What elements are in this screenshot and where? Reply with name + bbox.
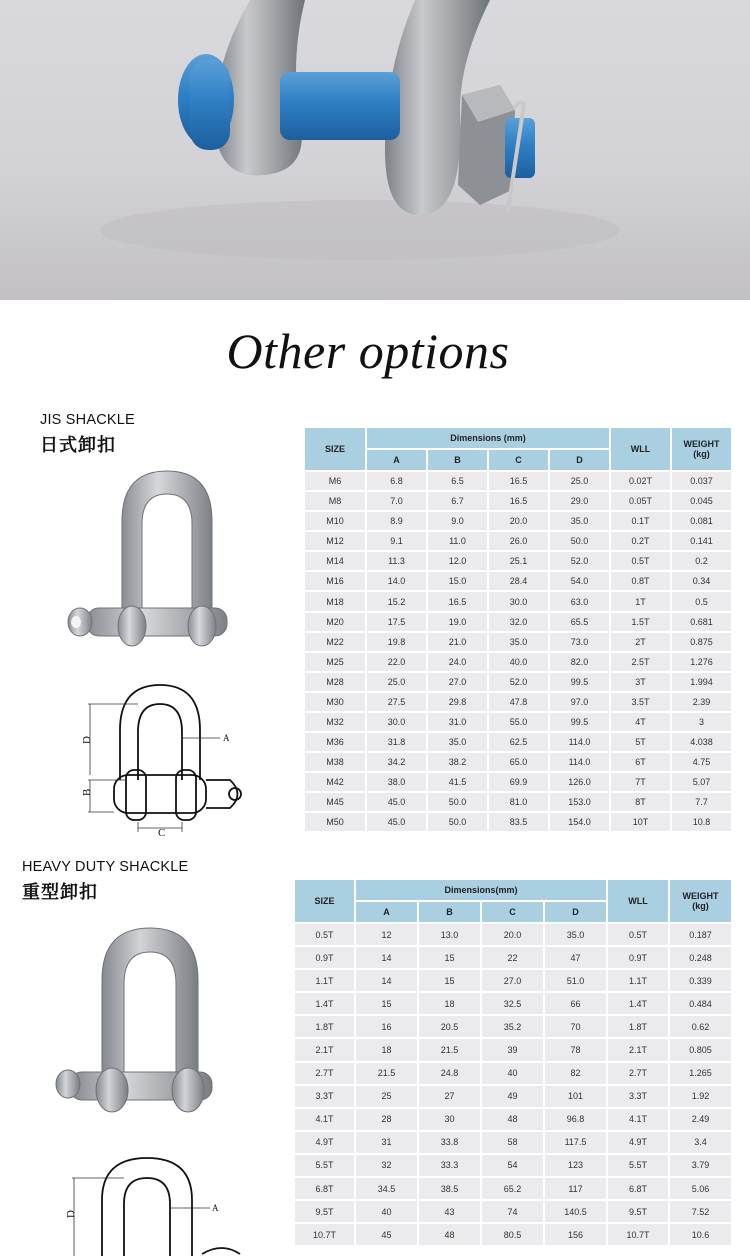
- cell-wll: 0.5T: [608, 924, 668, 945]
- table-row: [295, 924, 731, 945]
- weight-label: WEIGHT: [683, 438, 720, 449]
- col-dimensions-header: Dimensions(mm): [356, 880, 606, 900]
- cell-c: 20.0: [489, 512, 548, 530]
- cell-c: 65.0: [489, 753, 548, 771]
- jis-table-body: [305, 472, 731, 831]
- cell-wll: 2.1T: [608, 1039, 668, 1060]
- cell-size: 1.1T: [295, 970, 354, 991]
- cell-a: 45: [356, 1224, 417, 1245]
- cell-size: M45: [305, 793, 365, 811]
- cell-d: 63.0: [550, 592, 609, 610]
- cell-b: 38.5: [419, 1178, 480, 1199]
- cell-d: 99.5: [550, 713, 609, 731]
- cell-a: 25: [356, 1086, 417, 1107]
- cell-c: 16.5: [489, 472, 548, 490]
- cell-a: 11.3: [367, 552, 426, 570]
- cell-c: 62.5: [489, 733, 548, 751]
- cell-weight: 7.52: [670, 1201, 731, 1222]
- cell-size: M8: [305, 492, 365, 510]
- heavy-duty-shackle-photo: [50, 922, 230, 1122]
- cell-weight: 2.39: [672, 693, 731, 711]
- cell-a: 22.0: [367, 653, 426, 671]
- drawing-label-d-heavy: D: [65, 1210, 77, 1218]
- cell-wll: 8T: [611, 793, 670, 811]
- cell-weight: 4.75: [672, 753, 731, 771]
- cell-d: 65.5: [550, 613, 609, 631]
- cell-c: 40.0: [489, 653, 548, 671]
- cell-a: 32: [356, 1155, 417, 1176]
- drawing-label-c: C: [158, 827, 166, 839]
- other-options-heading: Other options: [226, 323, 510, 379]
- cell-wll: 4.1T: [608, 1109, 668, 1130]
- col-d-header: D: [550, 450, 609, 470]
- cell-d: 123: [545, 1155, 606, 1176]
- cell-weight: 3.79: [670, 1155, 731, 1176]
- col-c-header: C: [482, 902, 543, 922]
- cell-wll: 9.5T: [608, 1201, 668, 1222]
- cell-wll: 4T: [611, 713, 670, 731]
- cell-b: 50.0: [428, 813, 487, 831]
- cell-d: 114.0: [550, 733, 609, 751]
- weight-label: WEIGHT: [682, 890, 719, 901]
- cell-c: 54: [482, 1155, 543, 1176]
- col-b-header: B: [419, 902, 480, 922]
- cell-a: 14.0: [367, 572, 426, 590]
- cell-wll: 5.5T: [608, 1155, 668, 1176]
- cell-b: 30: [419, 1109, 480, 1130]
- cell-size: M16: [305, 572, 365, 590]
- col-a-header: A: [367, 450, 426, 470]
- cell-size: 0.9T: [295, 947, 354, 968]
- cell-d: 54.0: [550, 572, 609, 590]
- cell-d: 51.0: [545, 970, 606, 991]
- cell-a: 19.8: [367, 633, 426, 651]
- table-row: [295, 1016, 731, 1037]
- table-row: [295, 970, 731, 991]
- cell-d: 29.0: [550, 492, 609, 510]
- cell-c: 35.2: [482, 1016, 543, 1037]
- cell-wll: 10T: [611, 813, 670, 831]
- table-row: [305, 592, 731, 610]
- cell-size: 1.8T: [295, 1016, 354, 1037]
- table-row: [305, 613, 731, 631]
- drawing-label-a: A: [223, 733, 230, 743]
- cell-d: 153.0: [550, 793, 609, 811]
- cell-wll: 1.8T: [608, 1016, 668, 1037]
- cell-d: 140.5: [545, 1201, 606, 1222]
- col-b-header: B: [428, 450, 487, 470]
- cell-wll: 3T: [611, 673, 670, 691]
- cell-a: 12: [356, 924, 417, 945]
- cell-wll: 3.3T: [608, 1086, 668, 1107]
- cell-a: 40: [356, 1201, 417, 1222]
- cell-size: M6: [305, 472, 365, 490]
- cell-weight: 5.07: [672, 773, 731, 791]
- cell-b: 24.8: [419, 1063, 480, 1084]
- cell-weight: 0.5: [672, 592, 731, 610]
- table-row: [295, 1132, 731, 1153]
- cell-b: 20.5: [419, 1016, 480, 1037]
- table-row: [305, 532, 731, 550]
- cell-b: 43: [419, 1201, 480, 1222]
- cell-c: 25.1: [489, 552, 548, 570]
- cell-wll: 10.7T: [608, 1224, 668, 1245]
- drawing-label-d: D: [81, 736, 93, 744]
- cell-a: 21.5: [356, 1063, 417, 1084]
- cell-a: 34.2: [367, 753, 426, 771]
- cell-wll: 1.1T: [608, 970, 668, 991]
- cell-wll: 0.02T: [611, 472, 670, 490]
- jis-shackle-photo: [62, 466, 242, 656]
- cell-size: 4.1T: [295, 1109, 354, 1130]
- col-weight-header: [672, 428, 731, 470]
- cell-b: 6.5: [428, 472, 487, 490]
- cell-c: 28.4: [489, 572, 548, 590]
- cell-wll: 7T: [611, 773, 670, 791]
- cell-wll: 0.05T: [611, 492, 670, 510]
- col-size-header: SIZE: [305, 428, 365, 470]
- cell-d: 156: [545, 1224, 606, 1245]
- table-row: [305, 753, 731, 771]
- cell-weight: 0.805: [670, 1039, 731, 1060]
- cell-wll: 6T: [611, 753, 670, 771]
- cell-wll: 2.7T: [608, 1063, 668, 1084]
- cell-size: 4.9T: [295, 1132, 354, 1153]
- weight-unit: (kg): [693, 449, 710, 459]
- cell-d: 35.0: [550, 512, 609, 530]
- cell-a: 30.0: [367, 713, 426, 731]
- col-c-header: C: [489, 450, 548, 470]
- cell-weight: 7.7: [672, 793, 731, 811]
- table-row: [305, 653, 731, 671]
- cell-c: 26.0: [489, 532, 548, 550]
- cell-size: 1.4T: [295, 993, 354, 1014]
- cell-d: 96.8: [545, 1109, 606, 1130]
- table-row: [295, 1155, 731, 1176]
- cell-d: 117: [545, 1178, 606, 1199]
- cell-c: 81.0: [489, 793, 548, 811]
- cell-a: 18: [356, 1039, 417, 1060]
- table-row: [295, 1224, 731, 1245]
- cell-size: M10: [305, 512, 365, 530]
- cell-weight: 0.187: [670, 924, 731, 945]
- cell-a: 31.8: [367, 733, 426, 751]
- table-row: [295, 1109, 731, 1130]
- cell-wll: 0.5T: [611, 552, 670, 570]
- cell-a: 9.1: [367, 532, 426, 550]
- cell-b: 12.0: [428, 552, 487, 570]
- cell-weight: 4.038: [672, 733, 731, 751]
- cell-size: M12: [305, 532, 365, 550]
- cell-c: 65.2: [482, 1178, 543, 1199]
- col-size-header: SIZE: [295, 880, 354, 922]
- cell-size: 0.5T: [295, 924, 354, 945]
- col-dimensions-header: Dimensions (mm): [367, 428, 609, 448]
- cell-c: 49: [482, 1086, 543, 1107]
- cell-a: 16: [356, 1016, 417, 1037]
- table-row: [305, 773, 731, 791]
- cell-weight: 5.06: [670, 1178, 731, 1199]
- cell-wll: 1.4T: [608, 993, 668, 1014]
- cell-weight: 1.276: [672, 653, 731, 671]
- cell-size: 10.7T: [295, 1224, 354, 1245]
- cell-a: 45.0: [367, 813, 426, 831]
- table-row: [295, 1039, 731, 1060]
- cell-weight: 0.484: [670, 993, 731, 1014]
- weight-unit: (kg): [692, 901, 709, 911]
- cell-c: 20.0: [482, 924, 543, 945]
- cell-c: 16.5: [489, 492, 548, 510]
- cell-c: 80.5: [482, 1224, 543, 1245]
- cell-d: 99.5: [550, 673, 609, 691]
- cell-b: 50.0: [428, 793, 487, 811]
- cell-b: 18: [419, 993, 480, 1014]
- col-weight-header: [670, 880, 731, 922]
- cell-c: 83.5: [489, 813, 548, 831]
- cell-b: 13.0: [419, 924, 480, 945]
- cell-d: 97.0: [550, 693, 609, 711]
- table-row: [305, 793, 731, 811]
- table-row: [305, 512, 731, 530]
- cell-size: 6.8T: [295, 1178, 354, 1199]
- cell-a: 38.0: [367, 773, 426, 791]
- cell-weight: 0.875: [672, 633, 731, 651]
- cell-b: 29.8: [428, 693, 487, 711]
- cell-size: 2.7T: [295, 1063, 354, 1084]
- cell-wll: 4.9T: [608, 1132, 668, 1153]
- cell-weight: 0.62: [670, 1016, 731, 1037]
- jis-shackle-title-cn: 日式卸扣: [40, 435, 116, 456]
- cell-wll: 0.8T: [611, 572, 670, 590]
- cell-b: 27: [419, 1086, 480, 1107]
- cell-weight: 0.34: [672, 572, 731, 590]
- cell-b: 38.2: [428, 753, 487, 771]
- cell-d: 35.0: [545, 924, 606, 945]
- cell-wll: 0.9T: [608, 947, 668, 968]
- cell-wll: 2.5T: [611, 653, 670, 671]
- cell-d: 66: [545, 993, 606, 1014]
- table-row: [305, 713, 731, 731]
- cell-c: 48: [482, 1109, 543, 1130]
- cell-wll: 6.8T: [608, 1178, 668, 1199]
- cell-a: 45.0: [367, 793, 426, 811]
- cell-b: 21.5: [419, 1039, 480, 1060]
- cell-weight: 0.037: [672, 472, 731, 490]
- cell-d: 114.0: [550, 753, 609, 771]
- cell-wll: 1T: [611, 592, 670, 610]
- table-row: [305, 673, 731, 691]
- cell-size: M28: [305, 673, 365, 691]
- cell-a: 15.2: [367, 592, 426, 610]
- cell-c: 30.0: [489, 592, 548, 610]
- table-row: [305, 472, 731, 490]
- cell-size: M30: [305, 693, 365, 711]
- heavy-duty-table-body: [295, 924, 731, 1245]
- cell-c: 47.8: [489, 693, 548, 711]
- cell-d: 82.0: [550, 653, 609, 671]
- cell-size: M22: [305, 633, 365, 651]
- table-row: [305, 492, 731, 510]
- col-d-header: D: [545, 902, 606, 922]
- cell-c: 74: [482, 1201, 543, 1222]
- table-row: [305, 733, 731, 751]
- cell-b: 19.0: [428, 613, 487, 631]
- table-row: [295, 1063, 731, 1084]
- table-row: [295, 1086, 731, 1107]
- cell-c: 22: [482, 947, 543, 968]
- cell-b: 48: [419, 1224, 480, 1245]
- cell-size: M25: [305, 653, 365, 671]
- cell-weight: 0.081: [672, 512, 731, 530]
- cell-c: 32.0: [489, 613, 548, 631]
- cell-size: M18: [305, 592, 365, 610]
- cell-weight: 1.92: [670, 1086, 731, 1107]
- cell-weight: 0.248: [670, 947, 731, 968]
- cell-weight: 0.2: [672, 552, 731, 570]
- cell-weight: 0.045: [672, 492, 731, 510]
- cell-weight: 1.265: [670, 1063, 731, 1084]
- cell-b: 24.0: [428, 653, 487, 671]
- cell-d: 117.5: [545, 1132, 606, 1153]
- cell-a: 31: [356, 1132, 417, 1153]
- table-row: [295, 993, 731, 1014]
- jis-shackle-dimension-drawing: [80, 680, 260, 840]
- table-row: [305, 813, 731, 831]
- cell-b: 15.0: [428, 572, 487, 590]
- cell-d: 126.0: [550, 773, 609, 791]
- cell-c: 69.9: [489, 773, 548, 791]
- cell-wll: 3.5T: [611, 693, 670, 711]
- cell-a: 14: [356, 970, 417, 991]
- cell-size: M14: [305, 552, 365, 570]
- cell-d: 154.0: [550, 813, 609, 831]
- cell-c: 58: [482, 1132, 543, 1153]
- cell-d: 73.0: [550, 633, 609, 651]
- cell-b: 11.0: [428, 532, 487, 550]
- cell-wll: 0.1T: [611, 512, 670, 530]
- jis-shackle-spec-table: [303, 426, 733, 833]
- table-row: [295, 1201, 731, 1222]
- cell-size: M42: [305, 773, 365, 791]
- cell-d: 82: [545, 1063, 606, 1084]
- heavy-duty-shackle-dimension-drawing: [62, 1150, 252, 1256]
- cell-a: 27.5: [367, 693, 426, 711]
- col-wll-header: WLL: [611, 428, 670, 470]
- cell-b: 15: [419, 970, 480, 991]
- cell-a: 25.0: [367, 673, 426, 691]
- cell-size: M36: [305, 733, 365, 751]
- cell-weight: 10.6: [670, 1224, 731, 1245]
- cell-weight: 10.8: [672, 813, 731, 831]
- table-row: [305, 633, 731, 651]
- cell-wll: 0.2T: [611, 532, 670, 550]
- table-row: [305, 572, 731, 590]
- cell-weight: 0.339: [670, 970, 731, 991]
- table-row: [295, 1178, 731, 1199]
- cell-d: 70: [545, 1016, 606, 1037]
- cell-a: 17.5: [367, 613, 426, 631]
- cell-d: 52.0: [550, 552, 609, 570]
- cell-weight: 3.4: [670, 1132, 731, 1153]
- heavy-duty-shackle-title-cn: 重型卸扣: [22, 882, 98, 903]
- cell-a: 28: [356, 1109, 417, 1130]
- cell-d: 101: [545, 1086, 606, 1107]
- cell-size: 9.5T: [295, 1201, 354, 1222]
- cell-weight: 3: [672, 713, 731, 731]
- table-row: [305, 552, 731, 570]
- cell-a: 6.8: [367, 472, 426, 490]
- cell-c: 32.5: [482, 993, 543, 1014]
- table-row: [305, 693, 731, 711]
- cell-b: 9.0: [428, 512, 487, 530]
- table-row: [295, 947, 731, 968]
- cell-wll: 2T: [611, 633, 670, 651]
- cell-size: M32: [305, 713, 365, 731]
- cell-c: 39: [482, 1039, 543, 1060]
- cell-c: 35.0: [489, 633, 548, 651]
- cell-weight: 0.141: [672, 532, 731, 550]
- cell-size: 3.3T: [295, 1086, 354, 1107]
- drawing-label-a-heavy: A: [212, 1203, 219, 1213]
- cell-weight: 1.994: [672, 673, 731, 691]
- heavy-duty-shackle-spec-table: [293, 878, 733, 1247]
- cell-weight: 2.49: [670, 1109, 731, 1130]
- cell-b: 41.5: [428, 773, 487, 791]
- cell-b: 21.0: [428, 633, 487, 651]
- cell-a: 34.5: [356, 1178, 417, 1199]
- cell-b: 33.8: [419, 1132, 480, 1153]
- col-a-header: A: [356, 902, 417, 922]
- drawing-label-b: B: [81, 788, 93, 796]
- cell-size: 2.1T: [295, 1039, 354, 1060]
- cell-weight: 0.681: [672, 613, 731, 631]
- cell-c: 55.0: [489, 713, 548, 731]
- cell-a: 8.9: [367, 512, 426, 530]
- cell-b: 33.3: [419, 1155, 480, 1176]
- cell-size: M20: [305, 613, 365, 631]
- jis-shackle-title: JIS SHACKLE: [40, 412, 135, 428]
- cell-b: 31.0: [428, 713, 487, 731]
- cell-b: 15: [419, 947, 480, 968]
- cell-size: 5.5T: [295, 1155, 354, 1176]
- heavy-duty-shackle-title: HEAVY DUTY SHACKLE: [22, 859, 189, 875]
- cell-size: M38: [305, 753, 365, 771]
- cell-d: 47: [545, 947, 606, 968]
- col-wll-header: WLL: [608, 880, 668, 922]
- cell-wll: 1.5T: [611, 613, 670, 631]
- cell-b: 6.7: [428, 492, 487, 510]
- cell-a: 7.0: [367, 492, 426, 510]
- cell-b: 27.0: [428, 673, 487, 691]
- cell-d: 78: [545, 1039, 606, 1060]
- cell-d: 25.0: [550, 472, 609, 490]
- hero-product-photo: [0, 0, 750, 300]
- cell-c: 52.0: [489, 673, 548, 691]
- cell-wll: 5T: [611, 733, 670, 751]
- cell-c: 27.0: [482, 970, 543, 991]
- cell-b: 16.5: [428, 592, 487, 610]
- cell-c: 40: [482, 1063, 543, 1084]
- cell-d: 50.0: [550, 532, 609, 550]
- cell-b: 35.0: [428, 733, 487, 751]
- cell-a: 14: [356, 947, 417, 968]
- cell-size: M50: [305, 813, 365, 831]
- cell-a: 15: [356, 993, 417, 1014]
